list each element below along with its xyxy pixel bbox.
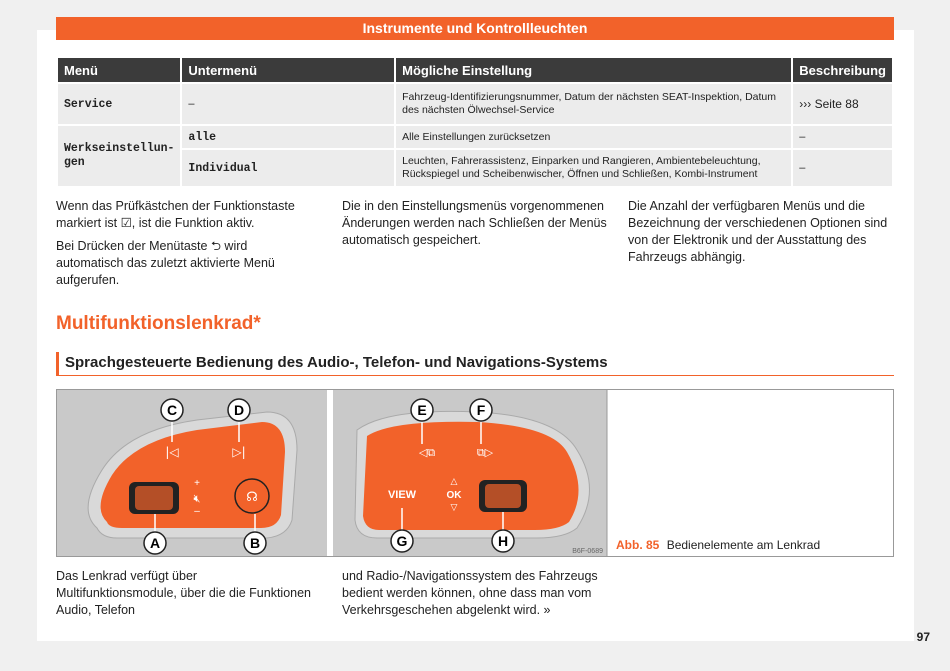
screen-left-icon[interactable]: ◁⧉ (418, 446, 436, 459)
callout-b: B (249, 535, 261, 551)
text-column-3 (628, 198, 894, 272)
right-module (363, 422, 579, 530)
bottom-column-1 (56, 568, 318, 625)
mute-icon: 🔇︎ (193, 493, 201, 505)
view-button[interactable]: VIEW (387, 489, 417, 501)
next-track-icon[interactable]: ▷| (232, 445, 246, 459)
figure-code: B6F-0689 (572, 548, 603, 555)
table-row (58, 150, 892, 186)
svg-text:▽: ▽ (450, 503, 458, 513)
menu-cell: Werkseinstellun-gen (58, 126, 180, 186)
setting-cell: Leuchten, Fahrerassistenz, Einparken und Rangieren, Ambientebeleuchtung, Rückspiegel und Scheibenwischer, Öffnen und Schließen, Kombi-Instrument (396, 150, 791, 186)
setting-cell: Fahrzeug-Identifizierungsnummer, Datum der nächsten SEAT-Inspektion, Datum des nächsten Ölwechsel-Service (396, 84, 791, 124)
description-cell: – (793, 126, 892, 148)
figure-caption (616, 538, 820, 552)
submenu-cell: – (182, 84, 394, 124)
figure-number: Abb. 85 (616, 538, 660, 552)
previous-track-icon[interactable]: |◁ (165, 445, 179, 459)
section-title: Multifunktionslenkrad* (56, 313, 261, 334)
callout-g: G (396, 533, 408, 549)
svg-text:–: – (194, 506, 200, 517)
svg-text:△: △ (450, 477, 458, 487)
table-header: Mögliche Einstellung (396, 58, 791, 82)
svg-text:+: + (194, 478, 200, 489)
description-cell[interactable]: ››› Seite 88 (793, 84, 892, 124)
chapter-banner: Instrumente und Kontrollleuchten (56, 17, 894, 40)
figure-frame (56, 389, 894, 557)
submenu-cell: Individual (182, 150, 394, 186)
table-header: Menü (58, 58, 180, 82)
paragraph: Wenn das Prüfkästchen der Funktionstaste markiert ist ☑, ist die Funktion aktiv. (56, 199, 295, 230)
text-column-2 (342, 198, 608, 255)
text-column-1 (56, 198, 318, 295)
screen-right-icon[interactable]: ⧉▷ (476, 446, 494, 459)
callout-c: C (166, 402, 178, 418)
voice-icon: ☊ (246, 490, 258, 505)
steering-wheel-figure (57, 390, 893, 556)
table-row (58, 84, 892, 124)
table-header-row (58, 58, 892, 82)
description-cell: – (793, 150, 892, 186)
table-header: Untermenü (182, 58, 394, 82)
ok-button[interactable]: OK (446, 490, 462, 501)
bottom-column-2 (342, 568, 612, 625)
menu-cell: Service (58, 84, 180, 124)
setting-cell: Alle Einstellungen zurücksetzen (396, 126, 791, 148)
paragraph: Die in den Einstellungsmenüs vorgenommenen Änderungen werden nach Schließen der Menüs automatisch gespeichert. (342, 199, 607, 247)
paragraph: Das Lenkrad verfügt über Multifunktionsmodule, über die die Funktionen Audio, Telefon (56, 569, 312, 617)
paragraph: Bei Drücken der Menütaste ⮌ wird automatisch das zuletzt aktivierte Menü aufgerufen. (56, 239, 275, 287)
callout-e: E (417, 402, 427, 418)
callout-d: D (233, 402, 245, 418)
callout-h: H (497, 533, 509, 549)
submenu-cell: alle (182, 126, 394, 148)
table-row (58, 126, 892, 148)
page-number: 97 (916, 630, 930, 644)
callout-a: A (149, 535, 161, 551)
menu-table (56, 56, 894, 188)
paragraph: und Radio-/Navigationssystem des Fahrzeugs bedient werden können, ohne dass man vom Verkehrsgeschehen abgelenkt wird. » (342, 569, 598, 617)
subsection-title: Sprachgesteuerte Bedienung des Audio-, Telefon- und Navigations-Systems (56, 352, 894, 376)
callout-f: F (476, 402, 486, 418)
figure-caption-text: Bedienelemente am Lenkrad (666, 538, 821, 552)
paragraph: Die Anzahl der verfügbaren Menüs und die Bezeichnung der verschiedenen Optionen sind von der Elektronik und der Ausstattung des Fahrzeugs abhängig. (628, 199, 888, 264)
table-header: Beschreibung (793, 58, 892, 82)
